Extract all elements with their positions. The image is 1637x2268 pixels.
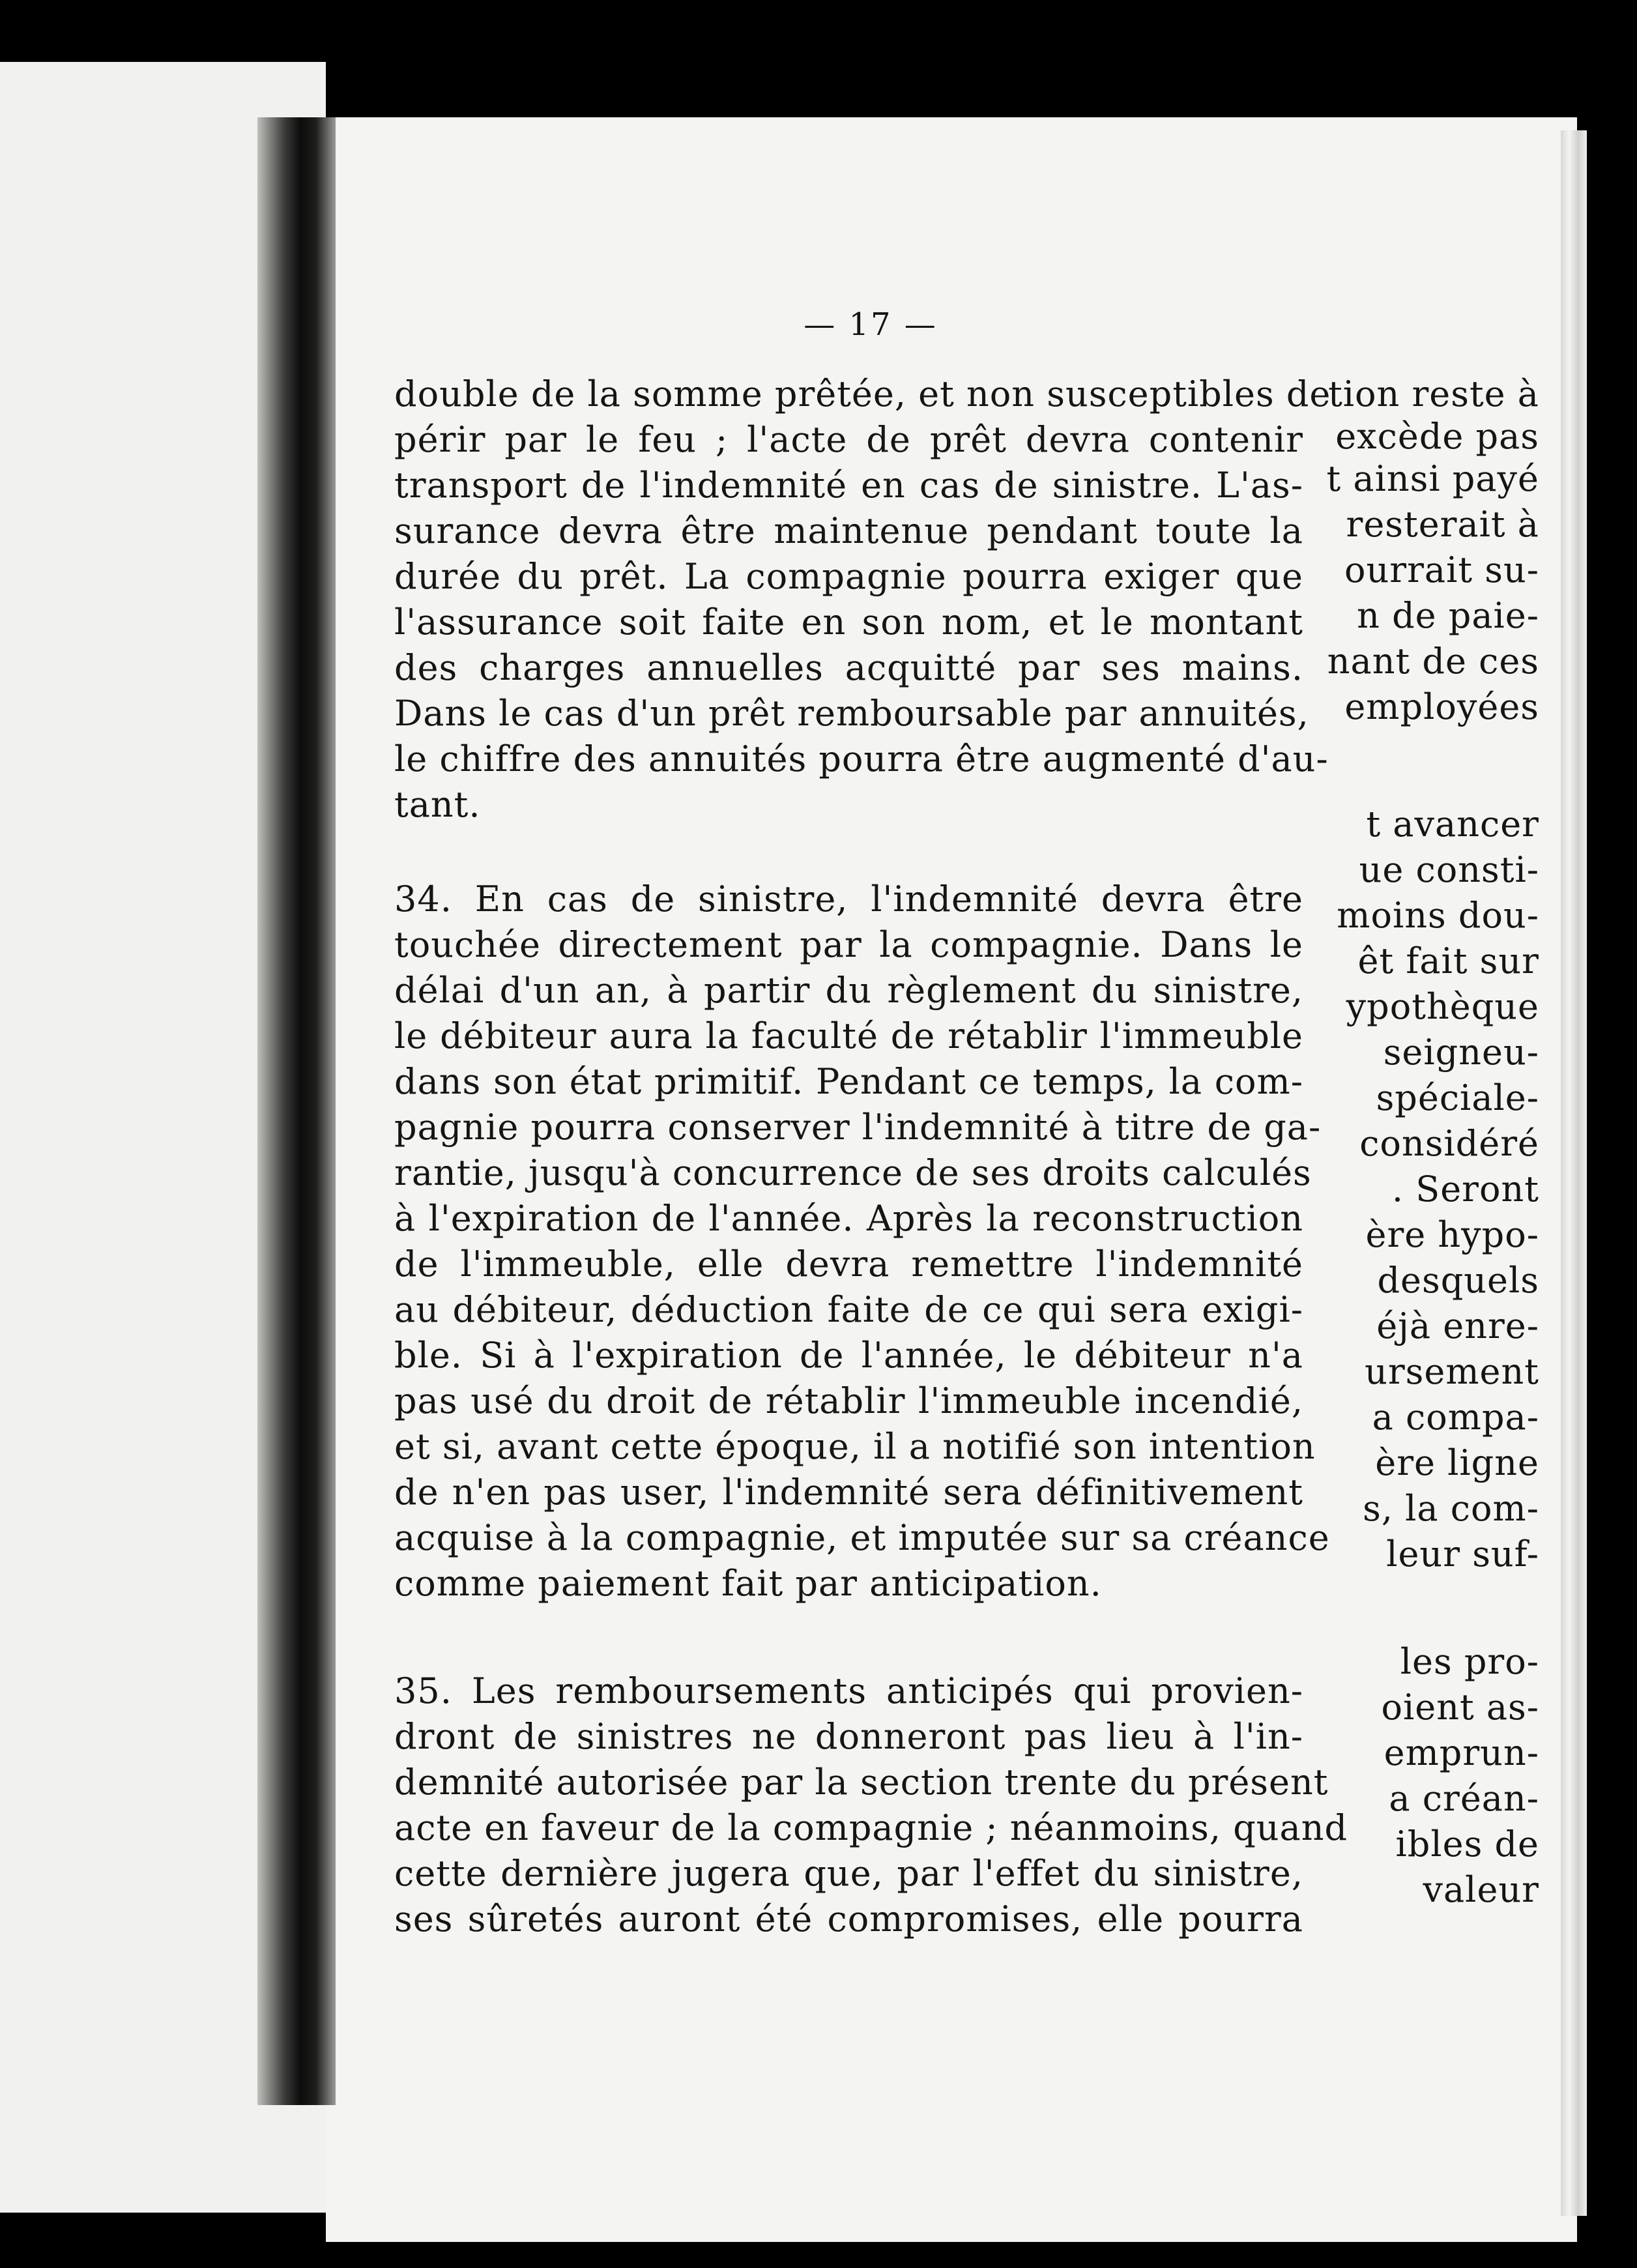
text-line: 35. Les remboursements anticipés qui provien-	[394, 1670, 1303, 1711]
text-line: rantie, jusqu'à concurrence de ses droits calculés	[394, 1152, 1312, 1193]
text-line: périr par le feu ; l'acte de prêt devra contenir	[394, 419, 1303, 460]
text-line: acquise à la compagnie, et imputée sur sa créance	[394, 1517, 1330, 1558]
text-line: de n'en pas user, l'indemnité sera définitivement	[394, 1472, 1303, 1513]
text-line: 34. En cas de sinistre, l'indemnité devra être	[394, 879, 1303, 920]
text-line: double de la somme prêtée, et non susceptibles de	[394, 373, 1331, 414]
text-line: ble. Si à l'expiration de l'année, le débiteur n'a	[394, 1335, 1303, 1376]
text-line: ses sûretés auront été compromises, elle pourra	[394, 1898, 1303, 1940]
left-fragment: desquels	[1377, 1260, 1539, 1301]
left-fragment: spéciale-	[1376, 1077, 1539, 1118]
left-fragment: oient as-	[1381, 1687, 1539, 1728]
text-line: au débiteur, déduction faite de ce qui sera exigi-	[394, 1289, 1303, 1330]
left-fragment: emprun-	[1383, 1732, 1539, 1773]
text-line: comme paiement fait par anticipation.	[394, 1563, 1102, 1604]
left-fragment: nant de ces	[1327, 641, 1539, 682]
text-line: des charges annuelles acquitté par ses mains.	[394, 647, 1303, 688]
left-fragment: ère ligne	[1375, 1442, 1539, 1483]
left-fragment: a créan-	[1389, 1778, 1539, 1819]
left-fragment: ibles de	[1395, 1824, 1539, 1865]
book-gutter	[257, 117, 336, 2105]
text-line: demnité autorisée par la section trente du présent	[394, 1762, 1329, 1803]
text-line: de l'immeuble, elle devra remettre l'indemnité	[394, 1243, 1303, 1285]
left-fragment: moins dou-	[1337, 895, 1539, 936]
text-line: délai d'un an, à partir du règlement du sinistre,	[394, 970, 1303, 1011]
left-fragment: ue consti-	[1359, 849, 1539, 890]
text-line: à l'expiration de l'année. Après la reconstruction	[394, 1198, 1303, 1239]
text-line: Dans le cas d'un prêt remboursable par annuités,	[394, 693, 1309, 734]
left-fragment: n de paie-	[1357, 595, 1539, 636]
text-line: le chiffre des annuités pourra être augmenté d'au-	[394, 738, 1329, 779]
text-line: l'assurance soit faite en son nom, et le montant	[394, 602, 1303, 643]
text-line: acte en faveur de la compagnie ; néanmoins, quand	[394, 1807, 1348, 1848]
left-fragment: éjà enre-	[1376, 1305, 1539, 1346]
left-fragment: s, la com-	[1363, 1488, 1539, 1529]
left-fragment: ursement	[1365, 1351, 1539, 1392]
text-line: cette dernière jugera que, par l'effet du sinistre,	[394, 1853, 1303, 1894]
paragraph-continuation	[394, 371, 1331, 828]
left-fragment: êt fait sur	[1357, 940, 1539, 981]
text-line: surance devra être maintenue pendant toute la	[394, 510, 1303, 551]
left-fragment: t ainsi payé	[1326, 458, 1539, 499]
left-fragment: seigneu-	[1383, 1032, 1539, 1073]
left-fragment: ypothèque	[1346, 986, 1539, 1027]
text-line: et si, avant cette époque, il a notifié son intention	[394, 1426, 1316, 1467]
left-fragment: ère hypo-	[1365, 1214, 1539, 1255]
left-fragment: resterait à	[1346, 504, 1539, 545]
text-line: pas usé du droit de rétablir l'immeuble incendié,	[394, 1380, 1303, 1421]
left-fragment: leur suf-	[1386, 1534, 1539, 1575]
text-line: durée du prêt. La compagnie pourra exiger que	[394, 556, 1303, 597]
text-line: pagnie pourra conserver l'indemnité à titre de ga-	[394, 1107, 1322, 1148]
paragraph-35	[394, 1668, 1348, 1942]
text-line: tant.	[394, 784, 481, 825]
left-fragment: t avancer	[1366, 804, 1539, 845]
left-fragment: employées	[1344, 686, 1539, 727]
left-fragment: excède pas	[1335, 416, 1539, 457]
page-number: — 17 —	[804, 306, 938, 343]
left-fragment: considéré	[1359, 1123, 1539, 1164]
left-fragment: a compa-	[1372, 1397, 1539, 1438]
text-line: dans son état primitif. Pendant ce temps, la com-	[394, 1061, 1303, 1102]
left-fragment: valeur	[1423, 1869, 1539, 1910]
left-fragment: tion reste à	[1328, 373, 1539, 414]
page-edge	[1561, 130, 1587, 2216]
text-line: dront de sinistres ne donneront pas lieu à l'in-	[394, 1716, 1303, 1757]
left-fragment: ourrait su-	[1344, 549, 1539, 590]
text-line: le débiteur aura la faculté de rétablir l'immeuble	[394, 1015, 1303, 1056]
text-line: transport de l'indemnité en cas de sinistre. L'as-	[394, 465, 1303, 506]
left-fragment: les pro-	[1400, 1641, 1539, 1682]
left-fragment: . Seront	[1391, 1169, 1539, 1210]
text-line: touchée directement par la compagnie. Dans le	[394, 924, 1303, 965]
paragraph-34	[394, 877, 1330, 1606]
